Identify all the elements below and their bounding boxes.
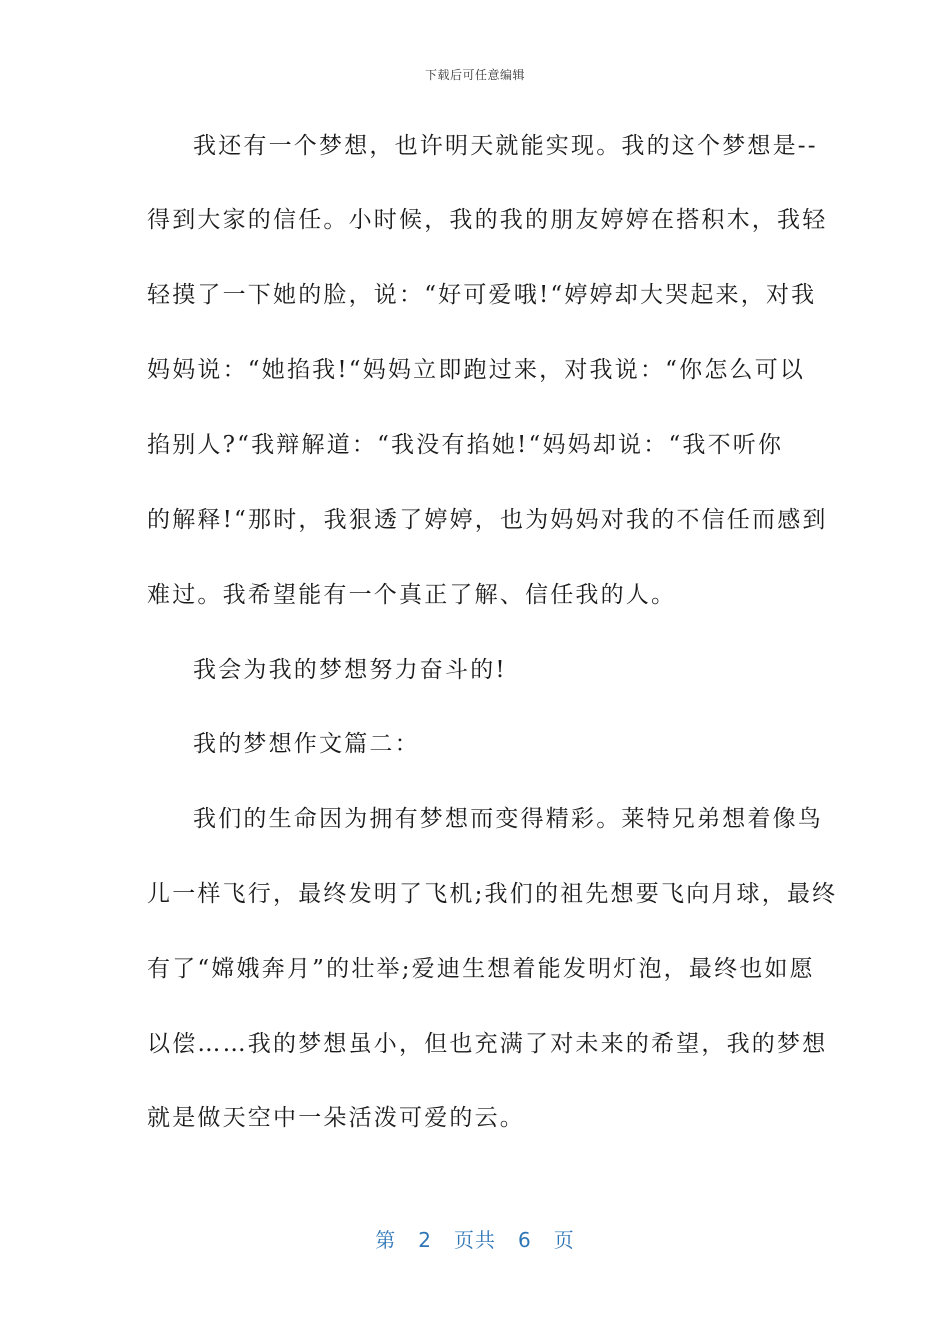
paragraph-line: 妈妈说：“她掐我!“妈妈立即跑过来，对我说：“你怎么可以 <box>147 357 806 383</box>
footer-middle: 页共 <box>454 1228 496 1252</box>
paragraph-line: 难过。我希望能有一个真正了解、信任我的人。 <box>147 582 677 608</box>
paragraph-line: 我会为我的梦想努力奋斗的! <box>193 657 507 683</box>
paragraph-line: 儿一样飞行，最终发明了飞机;我们的祖先想要飞向月球，最终 <box>147 881 838 907</box>
paragraph-line: 得到大家的信任。小时候，我的我的朋友婷婷在搭积木，我轻 <box>147 207 828 233</box>
current-page-number: 2 <box>418 1228 432 1252</box>
paragraph-line: 以偿……我的梦想虽小，但也充满了对未来的希望，我的梦想 <box>147 1031 828 1057</box>
page-footer <box>0 1224 950 1253</box>
section-heading: 我的梦想作文篇二： <box>193 731 420 757</box>
paragraph-line: 我还有一个梦想，也许明天就能实现。我的这个梦想是-- <box>193 133 818 159</box>
paragraph-line: 轻摸了一下她的脸，说：“好可爱哦!“婷婷却大哭起来，对我 <box>147 282 817 308</box>
paragraph-line: 有了“嫦娥奔月”的壮举;爱迪生想着能发明灯泡，最终也如愿 <box>147 956 815 982</box>
footer-prefix: 第 <box>375 1228 397 1252</box>
total-pages-number: 6 <box>518 1228 532 1252</box>
paragraph-line: 就是做天空中一朵活泼可爱的云。 <box>147 1105 525 1131</box>
paragraph-line: 我们的生命因为拥有梦想而变得精彩。莱特兄弟想着像鸟 <box>193 806 823 832</box>
paragraph-line: 掐别人?“我辩解道：“我没有掐她!“妈妈却说：“我不听你 <box>147 432 784 458</box>
header-note: 下载后可任意编辑 <box>424 68 525 82</box>
paragraph-line: 的解释!“那时，我狠透了婷婷，也为妈妈对我的不信任而感到 <box>147 507 828 533</box>
footer-suffix: 页 <box>553 1228 575 1252</box>
